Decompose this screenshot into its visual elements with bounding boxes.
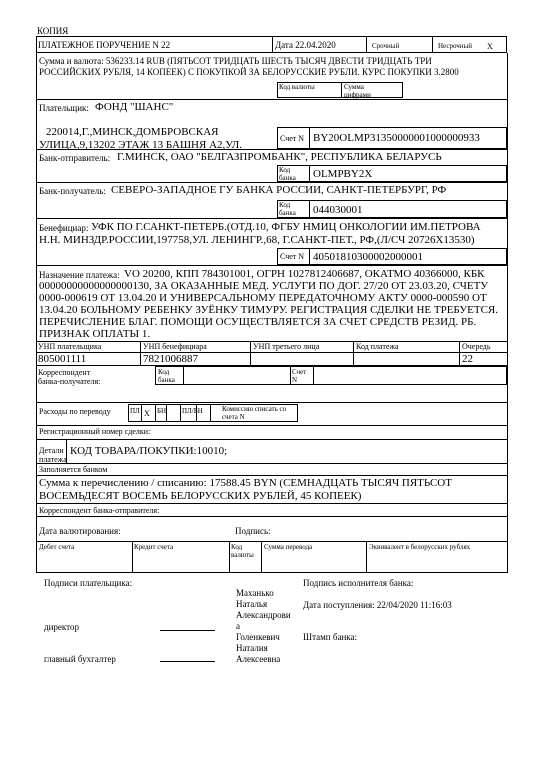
debit-amount-line1: Сумма к перечислению / списанию: 17588.45 BYN (СЕМНАДЦАТЬ ТЫСЯЧ ПЯТЬСОТ xyxy=(39,477,452,489)
accountant-name-line1: Голенкевич xyxy=(236,632,280,642)
purpose-line3: 0000-000619 ОТ 13.04.20 И УНИВЕРСАЛЬНОМУ ПЕРЕДАТОЧНОМУ АКТУ 0000-000590 ОТ xyxy=(39,292,487,304)
transfer-costs-label: Расходы по переводу xyxy=(39,407,111,416)
sender-bank-name: Г.МИНСК, ОАО "БЕЛГАЗПРОМБАНК", РЕСПУБЛИКА БЕЛАРУСЬ xyxy=(117,151,442,163)
accountant-signature-line xyxy=(160,661,215,662)
beneficiary-unp-label: УНП бенефициара xyxy=(143,342,207,351)
receiver-bank-name: СЕВЕРО-ЗАПАДНОЕ ГУ БАНКА РОССИИ, САНКТ-ПЕТЕРБУРГ, РФ xyxy=(111,184,447,196)
purpose-line4: 13.04.20 БОЛЬНОМУ РЕБЕНКУ ЗУЁНКУ ТИМУРУ. РЕГИСТРАЦИЯ СДЕЛКИ НЕ ТРЕБУЕТСЯ. xyxy=(39,304,498,316)
debit-amount-line2: ВОСЕМЬДЕСЯТ ВОСЕМЬ БЕЛОРУССКИХ РУБЛЕЙ, 45 КОПЕЕК) xyxy=(39,490,362,502)
col-byn-equivalent: Эквивалент в белорусских рублях xyxy=(369,543,471,551)
amount-digits-label: Сумма цифрами xyxy=(344,83,371,99)
payer-address-line1: 220014,Г.,МИНСК,ДОМБРОВСКАЯ xyxy=(46,126,219,138)
director-name-line2: Наталья xyxy=(236,599,268,609)
amount-line1: Сумма и валюта: 536233.14 RUB (ПЯТЬСОТ ТРИДЦАТЬ ШЕСТЬ ТЫСЯЧ ДВЕСТИ ТРИДЦАТЬ ТРИ xyxy=(39,56,432,66)
correspondent-account-label: Счет N xyxy=(292,368,307,384)
beneficiary-account: 40501810300002000001 xyxy=(313,251,423,263)
receiver-bank-code: 044030001 xyxy=(313,204,363,216)
payment-details-value: КОД ТОВАРА/ПОКУПКИ:10010; xyxy=(70,445,228,457)
col-debit: Дебет счета xyxy=(39,543,75,551)
doc-title: ПЛАТЕЖНОЕ ПОРУЧЕНИЕ N 22 xyxy=(38,40,171,50)
director-name-line4: а xyxy=(236,621,240,631)
beneficiary-line1: УФК ПО Г.САНКТ-ПЕТЕРБ.(ОТД.10, ФГБУ НМИЦ ОНКОЛОГИИ ИМ.ПЕТРОВА xyxy=(91,221,481,233)
correspondent-label-line1: Корреспондент xyxy=(38,368,91,377)
beneficiary-label: Бенефициар: xyxy=(39,223,89,233)
payer-address-line2: УЛИЦА,9,13202 ЭТАЖ 13 БАШНЯ А2,УЛ. xyxy=(39,139,243,151)
receiver-bank-label: Банк-получатель: xyxy=(39,186,106,196)
queue-value: 22 xyxy=(462,353,473,365)
executor-signature-label: Подпись исполнителя банка: xyxy=(303,578,414,588)
third-party-unp-label: УНП третьего лица xyxy=(253,342,320,351)
bank-stamp-label: Штамп банка: xyxy=(303,632,357,642)
receiver-bank-code-label: Код банка xyxy=(279,201,296,217)
payer-name: ФОНД "ШАНС" xyxy=(95,101,174,113)
sender-bank-code: OLMPBY2X xyxy=(313,168,373,180)
cost-pl-label: ПЛ xyxy=(130,407,140,415)
non-urgent-label: Несрочный xyxy=(438,42,472,50)
accountant-name-line3: Алексеевна xyxy=(236,654,281,664)
details-label-line1: Детали xyxy=(39,446,64,455)
chief-accountant-label: главный бухгалтер xyxy=(44,654,116,664)
signature-label: Подпись: xyxy=(235,526,271,536)
purpose-line2: 00000000000000000130, ЗА ОКАЗАННЫЕ МЕД. УСЛУГИ ПО ДОГ. 27/20 ОТ 23.03.20, СЧЕТУ xyxy=(39,280,489,292)
payment-code-label: Код платежа xyxy=(356,342,399,351)
bank-fill-label: Заполняется банком xyxy=(39,465,108,474)
correspondent-label-line2: банка-получателя: xyxy=(38,377,101,386)
col-transfer-amount: Сумма перевода xyxy=(264,543,313,551)
doc-date: Дата 22.04.2020 xyxy=(275,40,336,50)
payer-account: BY20OLMP31350000001000000933 xyxy=(313,132,480,144)
payer-signatures-label: Подписи плательщика: xyxy=(44,578,133,588)
director-label: директор xyxy=(44,622,79,632)
queue-label: Очередь xyxy=(462,342,491,351)
payer-account-label: Счет N xyxy=(280,134,305,143)
purpose-label: Назначение платежа: xyxy=(39,270,120,280)
payer-unp: 805001111 xyxy=(38,353,87,365)
col-credit: Кредит счета xyxy=(134,543,174,551)
amount-line2: РОССИЙСКИХ РУБЛЯ, 14 КОПЕЕК) С ПОКУПКОЙ ЗА БЕЛОРУССКИЕ РУБЛИ. КУРС ПОКУПКИ 3.2800 xyxy=(39,67,459,77)
non-urgent-mark: X xyxy=(487,42,493,51)
accountant-name-line2: Наталия xyxy=(236,643,268,653)
purpose-line1: VO 20200, КПП 784301001, ОГРН 1027812406687, ОКАТМО 40366000, КБК xyxy=(124,268,485,280)
correspondent-code-label: Код банка xyxy=(158,368,175,384)
beneficiary-line2: Н.Н. МИНЗДР.РОССИИ,197758,УЛ. ЛЕНИНГР.,68, Г.САНКТ-ПЕТ., РФ,(Л/СЧ 20726Х13530) xyxy=(39,234,475,246)
cost-bn-label: БН xyxy=(157,407,167,415)
cost-plbn-label: ПЛ/БН xyxy=(182,407,203,415)
purpose-line6: ПРИЗНАК ОПЛАТЫ 1. xyxy=(39,328,151,340)
currency-date-label: Дата валютирования: xyxy=(39,526,121,536)
sender-bank-label: Банк-отправитель: xyxy=(39,153,111,163)
director-name-line3: Александрови xyxy=(236,610,291,620)
commission-label: Комиссию списать со счета N xyxy=(222,405,287,421)
payer-unp-label: УНП плательщика xyxy=(38,342,102,351)
director-signature-line xyxy=(160,630,215,631)
urgent-label: Срочный xyxy=(372,42,400,50)
beneficiary-unp: 7821006887 xyxy=(143,353,198,365)
sender-correspondent-label: Корреспондент банка-отправителя: xyxy=(39,506,160,515)
cost-pl-mark: X xyxy=(144,409,150,418)
sender-bank-code-label: Код банка xyxy=(279,166,296,182)
payer-label: Плательщик: xyxy=(39,103,89,113)
purpose-line5: ПЕРЕЧИСЛЕНИЕ БЛАГ. ПОМОЩИ ОСУЩЕСТВЛЯЕТСЯ ЗА СЧЕТ СРЕДСТВ РЕЗИД. РБ. xyxy=(39,316,477,328)
copy-label: КОПИЯ xyxy=(37,26,69,36)
receipt-date: Дата поступления: 22/04/2020 11:16:03 xyxy=(303,600,452,610)
registration-label: Регистрационный номер сделки: xyxy=(39,427,151,436)
beneficiary-account-label: Счет N xyxy=(280,252,305,261)
details-label-line2: платежа xyxy=(39,455,67,464)
currency-code-label: Код валюты xyxy=(279,83,315,91)
col-currency-code: Код валюты xyxy=(231,543,254,559)
director-name-line1: Маханько xyxy=(236,588,274,598)
